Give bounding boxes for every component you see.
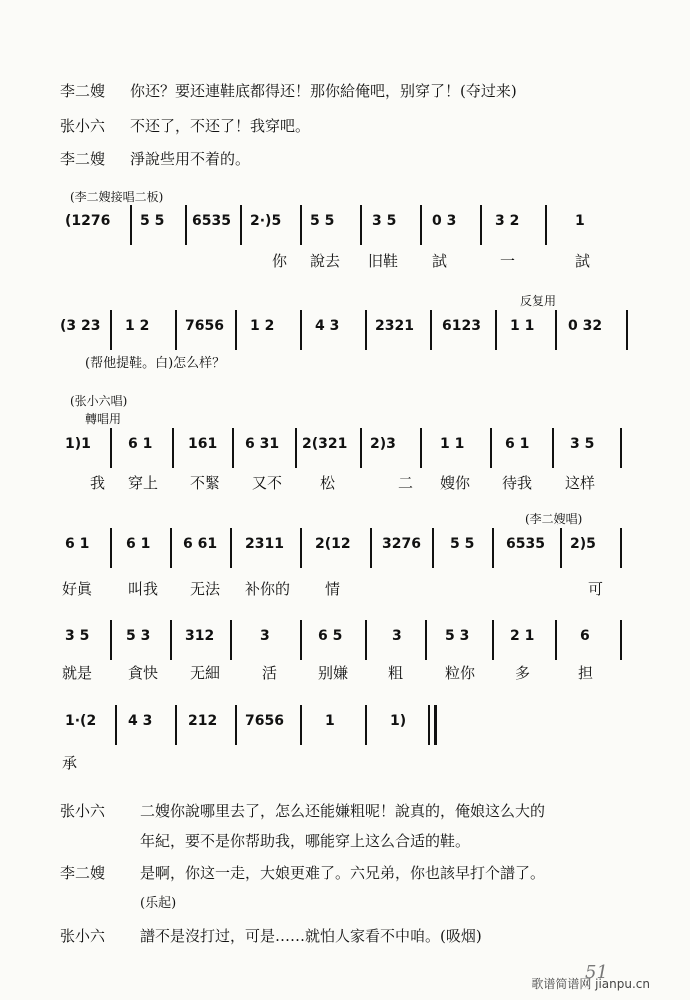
dialogue-text: 你还？要还連鞋底都得还！那你給俺吧，别穿了！(夺过来)	[130, 82, 517, 100]
dialogue-text: 淨說些用不着的。	[130, 150, 251, 168]
lyric: 旧鞋	[368, 252, 399, 270]
speaker: 张小六	[60, 117, 106, 135]
lyric: 情	[325, 580, 341, 598]
measure: 3	[260, 628, 270, 644]
lyric: 又不	[252, 474, 283, 492]
measure: 5 5	[450, 536, 475, 552]
measure: 3 2	[495, 213, 520, 229]
lyric: 松	[320, 474, 336, 492]
measure: 6 1	[65, 536, 90, 552]
speaker: 张小六	[60, 802, 106, 820]
lyric: 好眞	[62, 580, 93, 598]
barline	[360, 205, 362, 245]
measure: 7656	[245, 713, 284, 729]
barline	[232, 428, 234, 468]
music-staff-3	[60, 428, 630, 468]
speaker: 李二嫂	[60, 864, 106, 882]
lyric: 不緊	[190, 474, 221, 492]
barline	[110, 310, 112, 350]
barline	[110, 620, 112, 660]
barline	[175, 705, 177, 745]
sub-label: 轉唱用	[85, 412, 122, 426]
barline	[428, 705, 430, 745]
measure: 161	[188, 436, 218, 452]
measure: 312	[185, 628, 215, 644]
measure: 3	[392, 628, 402, 644]
measure: 0 32	[568, 318, 603, 334]
measure: 3 5	[65, 628, 90, 644]
measure: 6 5	[318, 628, 343, 644]
measure: 0 3	[432, 213, 457, 229]
lyric: 你	[272, 252, 288, 270]
measure: 1·(2	[65, 713, 97, 729]
measure: 2)5	[570, 536, 596, 552]
lyric: 待我	[502, 474, 533, 492]
measure: 2)3	[370, 436, 396, 452]
measure: 6 1	[505, 436, 530, 452]
barline	[300, 528, 302, 568]
barline	[370, 528, 372, 568]
barline	[115, 705, 117, 745]
barline	[425, 620, 427, 660]
measure: 2(12	[315, 536, 351, 552]
barline	[300, 620, 302, 660]
barline	[560, 528, 562, 568]
measure: 3 5	[570, 436, 595, 452]
lyric: 二	[398, 474, 414, 492]
barline	[432, 528, 434, 568]
barline	[360, 428, 362, 468]
barline	[110, 528, 112, 568]
section-label: (李二嫂唱)	[525, 512, 583, 526]
measure: 6535	[506, 536, 545, 552]
stage-aside: (帮他提鞋。白)怎么样？	[85, 356, 226, 371]
measure: 1 2	[125, 318, 150, 334]
barline	[300, 205, 302, 245]
barline	[552, 428, 554, 468]
barline	[300, 705, 302, 745]
barline	[230, 528, 232, 568]
section-label: (张小六唱)	[70, 394, 128, 408]
barline	[492, 620, 494, 660]
lyric: 粗	[388, 664, 404, 682]
measure: 6 31	[245, 436, 280, 452]
barline	[430, 310, 432, 350]
dialogue-text: (乐起)	[140, 896, 177, 911]
barline	[620, 528, 622, 568]
measure: 5 5	[140, 213, 165, 229]
measure: 1)	[390, 713, 407, 729]
barline	[185, 205, 187, 245]
lyric: 穿上	[128, 474, 159, 492]
measure: 3 5	[372, 213, 397, 229]
lyric: 我	[90, 474, 106, 492]
measure: 1 2	[250, 318, 275, 334]
barline	[490, 428, 492, 468]
speaker: 李二嫂	[60, 82, 106, 100]
repeat-label: 反复用	[520, 294, 557, 308]
lyric: 貪快	[128, 664, 159, 682]
dialogue-text: 年紀，要不是你帮助我，哪能穿上这么合适的鞋。	[140, 832, 471, 850]
lyric: 就是	[62, 664, 93, 682]
barline	[626, 310, 628, 350]
measure: 1	[575, 213, 585, 229]
barline	[240, 205, 242, 245]
watermark: 歌谱简谱网 jianpu.cn	[531, 977, 650, 991]
measure: 5 5	[310, 213, 335, 229]
measure: 2311	[245, 536, 284, 552]
measure: (1276	[65, 213, 111, 229]
lyric: 試	[432, 252, 448, 270]
lyric: 补你的	[245, 580, 291, 598]
measure: 5 3	[445, 628, 470, 644]
measure: 5 3	[126, 628, 151, 644]
dialogue-text: 是啊，你这一走，大娘更难了。六兄弟，你也該早打个譜了。	[140, 864, 546, 882]
measure: 1)1	[65, 436, 91, 452]
measure: 4 3	[315, 318, 340, 334]
barline	[170, 528, 172, 568]
lyric: 說去	[310, 252, 341, 270]
barline	[492, 528, 494, 568]
page-number: 51	[585, 962, 608, 983]
barline	[230, 620, 232, 660]
measure: 2(321	[302, 436, 348, 452]
lyric: 叫我	[128, 580, 159, 598]
dialogue-text: 譜不是沒打过，可是……就怕人家看不中咱。(吸烟)	[140, 927, 482, 945]
lyric: 嫂你	[440, 474, 471, 492]
lyric: 活	[262, 664, 278, 682]
music-staff-5	[60, 620, 630, 660]
measure: 1	[325, 713, 335, 729]
lyric: 可	[588, 580, 604, 598]
barline	[420, 428, 422, 468]
lyric: 无細	[190, 664, 221, 682]
music-staff-6	[60, 705, 460, 745]
measure: 2321	[375, 318, 414, 334]
measure: 1 1	[510, 318, 535, 334]
lyric: 試	[575, 252, 591, 270]
music-staff-2	[60, 310, 630, 350]
barline	[235, 705, 237, 745]
lyric: 别嫌	[318, 664, 349, 682]
measure: 2·)5	[250, 213, 282, 229]
lyric: 担	[578, 664, 594, 682]
measure: 7656	[185, 318, 224, 334]
measure: 1 1	[440, 436, 465, 452]
barline	[620, 428, 622, 468]
lyric: 无法	[190, 580, 221, 598]
barline	[172, 428, 174, 468]
barline	[420, 205, 422, 245]
speaker: 李二嫂	[60, 150, 106, 168]
dialogue-text: 不还了，不还了！我穿吧。	[130, 117, 311, 135]
dialogue-text: 二嫂你說哪里去了，怎么还能嫌粗呢！說真的，俺娘这么大的	[140, 802, 546, 820]
barline	[495, 310, 497, 350]
final-barline	[434, 705, 437, 745]
barline	[365, 705, 367, 745]
measure: 3276	[382, 536, 421, 552]
barline	[170, 620, 172, 660]
barline	[235, 310, 237, 350]
section-label: (李二嫂接唱二板)	[70, 190, 164, 204]
barline	[555, 620, 557, 660]
barline	[365, 620, 367, 660]
barline	[555, 310, 557, 350]
measure: 6 1	[128, 436, 153, 452]
lyric: 承	[62, 754, 78, 772]
measure: 6	[580, 628, 590, 644]
barline	[175, 310, 177, 350]
measure: 6123	[442, 318, 481, 334]
lyric: 一	[500, 252, 516, 270]
measure: 6535	[192, 213, 231, 229]
measure: (3 23	[60, 318, 101, 334]
music-staff-4	[60, 528, 630, 568]
barline	[545, 205, 547, 245]
barline	[295, 428, 297, 468]
lyric: 这样	[565, 474, 596, 492]
lyric: 多	[515, 664, 531, 682]
barline	[620, 620, 622, 660]
measure: 212	[188, 713, 218, 729]
barline	[365, 310, 367, 350]
barline	[130, 205, 132, 245]
measure: 6 61	[183, 536, 218, 552]
barline	[480, 205, 482, 245]
measure: 2 1	[510, 628, 535, 644]
music-staff-1	[60, 205, 630, 245]
measure: 6 1	[126, 536, 151, 552]
barline	[110, 428, 112, 468]
barline	[300, 310, 302, 350]
speaker: 张小六	[60, 927, 106, 945]
lyric: 粒你	[445, 664, 476, 682]
measure: 4 3	[128, 713, 153, 729]
